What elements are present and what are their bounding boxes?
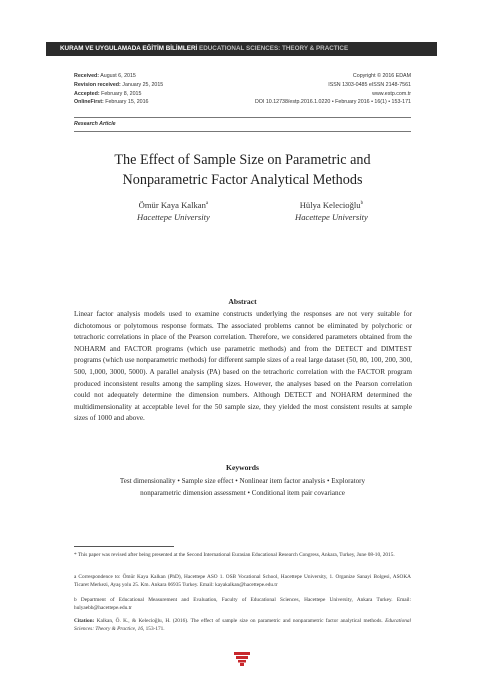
author-affiliation: Hacettepe University [137,212,210,222]
journal-name-en: EDUCATIONAL SCIENCES: THEORY & PRACTICE [199,45,349,52]
author-mark: a [205,201,209,206]
article-title [70,150,415,190]
author-affiliation: Hacettepe University [295,212,368,222]
footnote-star: * This paper was revised after being presented at the Second International Eurasian Educational Research Congress, Ankara, Turkey, June 08-10, 2015. [74,552,395,558]
issn: ISSN 1303-0485 eISSN 2148-7561 [328,81,411,88]
publication-info [255,72,411,107]
citation-journal: Educational Sciences: Theory & Practice, 16, [74,618,411,633]
author-1 [137,198,210,223]
accepted-date: Accepted: February 8, 2015 [74,90,142,97]
submission-dates [74,72,163,107]
header-rule [74,117,411,118]
footnote-rule [74,546,174,547]
copyright: Copyright © 2016 EDAM [352,73,411,79]
keywords-body: Test dimensionality • Sample size effect • Nonlinear item factor analysis • Exploratory nonparametric dimension assessment • Conditional item pair covariance [119,477,366,497]
abstract-body: Linear factor analysis models used to examine constructs underlying the responses are not very suitable for dichotomous or polytomous response formats. The associated problems cannot be eliminated by polychoric or tetrachoric correlations in place of the Pearson correlation. Therefore, we considered parameters obtained from the NOHARM and FACTOR programs (which use parametric methods) and from the DETECT and DIMTEST programs (which use nonparametric methods) for different sample sizes of a real large dataset (50, 80, 100, 200, 300, 500, 1,000, 3000, 5000). A parallel analysis (PA) based on the tetrachoric correlation with the FACTOR program produced inconsistent results among the sampling sizes. However, the analyses based on the Pearson correlation could not adequately determine the dimension numbers. Although DETECT and NOHARM determined the multidimensionality at acceptable level for the 50 sample size, they yielded the most consistent results at sample sizes of 1000 and above. [74,310,412,423]
doi: DOI 10.12738/estp.2016.1.0220 • February 2016 • 16(1) • 153-171 [254,99,411,106]
footnote-b: b Department of Educational Measurement and Evaluation, Faculty of Educational Sciences, Hacettepe University, Ankara Turkey. Email: hulyaebb@hacettepe.edu.tr [74,597,411,612]
publisher-logo-icon [234,652,250,666]
author-name: Ömür Kaya Kalkan [138,200,206,210]
abstract-heading: Abstract [228,297,257,306]
footnote-a: a Correspondence to: Ömür Kaya Kalkan (PhD), Hacettepe ASO 1. OSB Vocational School, Hacettepe University, 1. Organize Sanayi Bolgesi, ASOKA Ticaret Merkezi, Ayaş yolu 25. Km. Ankara 06935 Turkey. Email: kayakalkan@hacettepe.edu.tr [74,574,411,589]
revision-date: Revision received: January 25, 2015 [74,81,164,88]
citation-pages: 153-171. [145,626,165,633]
received-date: Received: August 6, 2015 [74,73,136,79]
title-line-1: The Effect of Sample Size on Parametric and [114,152,371,168]
title-line-2: Nonparametric Factor Analytical Methods [122,172,363,188]
journal-banner [46,42,437,56]
onlinefirst-date: OnlineFirst: February 15, 2016 [74,99,149,106]
keywords-heading: Keywords [226,463,259,472]
journal-url[interactable]: www.estp.com.tr [372,90,411,97]
header-rule-bottom [74,131,411,132]
author-2 [295,198,368,223]
citation [74,617,411,634]
citation-text: Kalkan, Ö. K., & Kelecioğlu, H. (2016). The effect of sample size on parametric and nonparametric factor analytical methods. [96,618,383,624]
citation-label: Citation: [74,618,95,624]
article-type: Research Article [74,121,116,127]
journal-name-tr: KURAM VE UYGULAMADA EĞİTİM BİLİMLERİ [60,45,198,52]
author-mark: b [360,201,364,206]
author-name: Hülya Kelecioğlu [299,200,361,210]
